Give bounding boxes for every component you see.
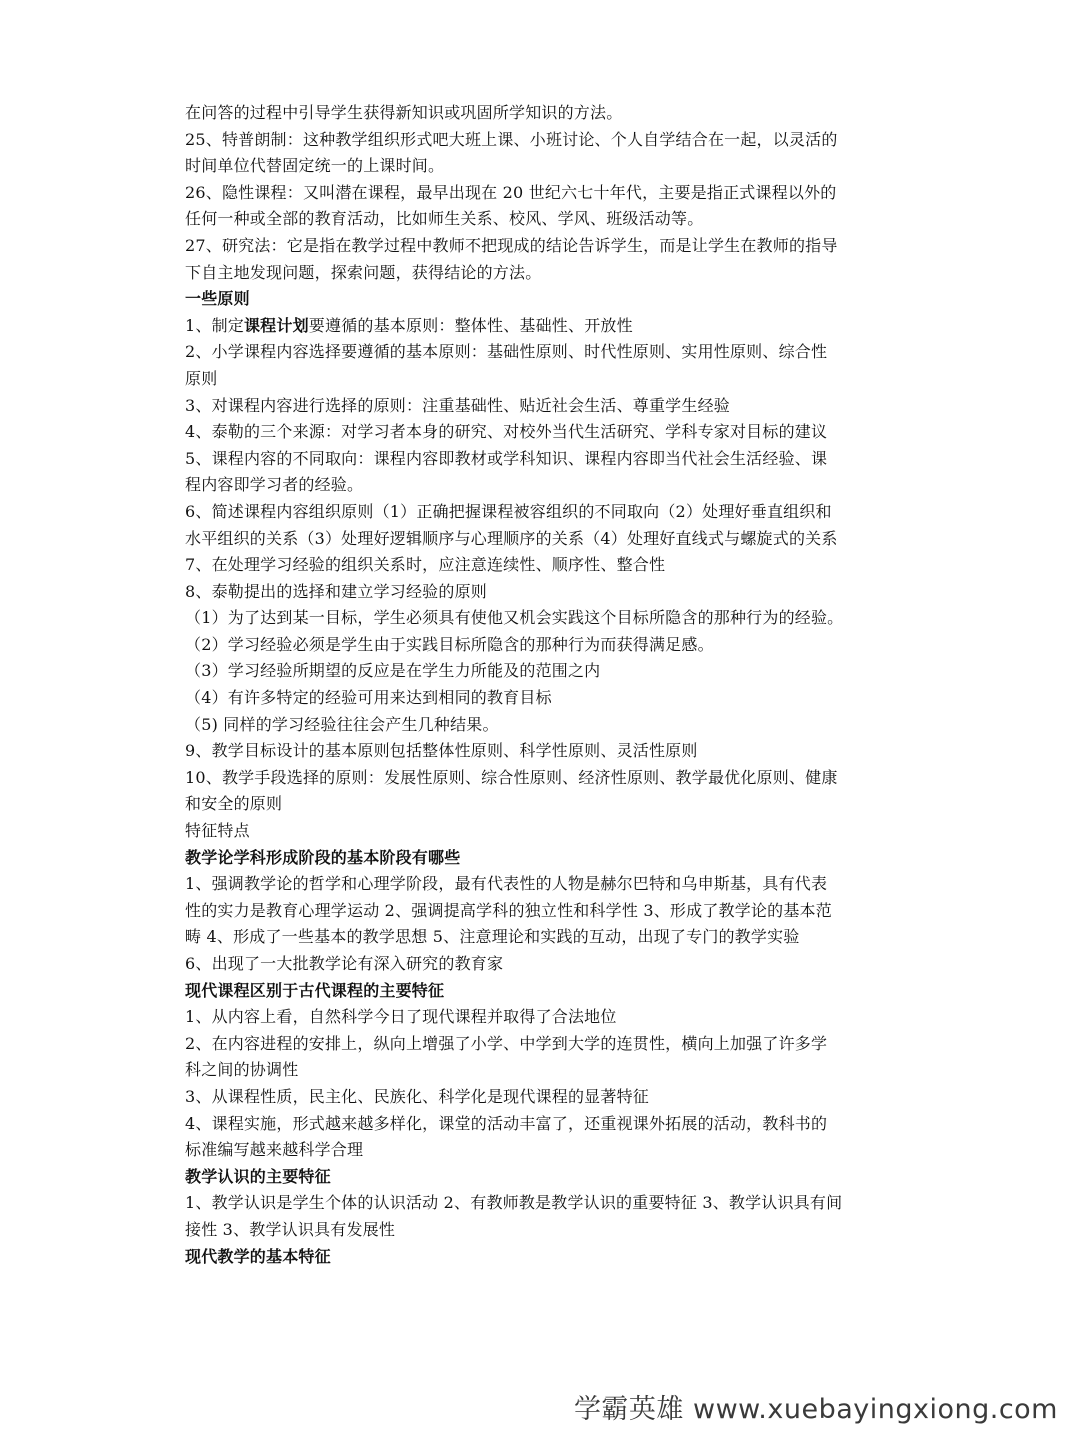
section-heading: 教学论学科形成阶段的基本阶段有哪些 bbox=[185, 847, 461, 867]
text-line: 3、从课程性质，民主化、民族化、科学化是现代课程的显著特征 bbox=[185, 1086, 649, 1106]
text-line: （4）有许多特定的经验可用来达到相同的教育目标 bbox=[185, 688, 552, 708]
text-line: 1、强调教学论的哲学和心理学阶段，最有代表性的人物是赫尔巴特和乌申斯基，具有代表 bbox=[185, 874, 828, 894]
text-line: 畴 4、形成了一些基本的教学思想 5、注意理论和实践的互动，出现了专门的教学实验 bbox=[185, 927, 800, 947]
text-line: 和安全的原则 bbox=[185, 794, 283, 814]
text-line: 程内容即学习者的经验。 bbox=[185, 475, 364, 495]
text-line: 性的实力是教育心理学运动 2、强调提高学科的独立性和科学性 3、形成了教学论的基本范 bbox=[185, 900, 832, 920]
document-body bbox=[185, 100, 897, 1270]
text-span: 要遵循的基本原则：整体性、基础性、开放性 bbox=[308, 315, 633, 335]
text-line: 27、研究法：它是指在教学过程中教师不把现成的结论告诉学生，而是让学生在教师的指导 bbox=[185, 235, 838, 255]
text-line: 1、从内容上看，自然科学今日了现代课程并取得了合法地位 bbox=[185, 1007, 617, 1027]
text-line: 任何一种或全部的教育活动，比如师生关系、校风、学风、班级活动等。 bbox=[185, 209, 704, 229]
text-line: 2、小学课程内容选择要遵循的基本原则：基础性原则、时代性原则、实用性原则、综合性 bbox=[185, 342, 828, 362]
text-line: 6、出现了一大批教学论有深入研究的教育家 bbox=[185, 954, 504, 973]
text-line: 特征特点 bbox=[185, 821, 250, 841]
text-line: 1、教学认识是学生个体的认识活动 2、有教师教是教学认识的重要特征 3、教学认识具有间 bbox=[185, 1193, 843, 1213]
section-heading: 一些原则 bbox=[185, 289, 250, 309]
text-line: （2）学习经验必须是学生由于实践目标所隐含的那种行为而获得满足感。 bbox=[185, 634, 714, 654]
text-line: （3）学习经验所期望的反应是在学生力所能及的范围之内 bbox=[185, 661, 601, 681]
text-line: 26、隐性课程：又叫潜在课程，最早出现在 20 世纪六七十年代，主要是指正式课程以外的 bbox=[185, 182, 837, 202]
section-heading: 现代教学的基本特征 bbox=[185, 1246, 331, 1266]
text-line: 8、泰勒提出的选择和建立学习经验的原则 bbox=[185, 581, 487, 601]
text-line: 科之间的协调性 bbox=[185, 1060, 299, 1080]
text-line: 6、简述课程内容组织原则（1）正确把握课程被容组织的不同取向（2）处理好垂直组织和 bbox=[185, 501, 832, 521]
text-line: 标准编写越来越科学合理 bbox=[185, 1140, 364, 1160]
text-line: 5、课程内容的不同取向：课程内容即教材或学科知识、课程内容即当代社会生活经验、课 bbox=[185, 448, 828, 468]
section-heading: 教学认识的主要特征 bbox=[185, 1166, 331, 1186]
text-line: 时间单位代替固定统一的上课时间。 bbox=[185, 156, 445, 176]
text-line: （1）为了达到某一目标，学生必须具有使他又机会实践这个目标所隐含的那种行为的经验。 bbox=[185, 608, 844, 628]
text-line: 接性 3、教学认识具有发展性 bbox=[185, 1219, 396, 1239]
text-line: 25、特普朗制：这种教学组织形式吧大班上课、小班讨论、个人自学结合在一起，以灵活的 bbox=[185, 129, 838, 149]
text-span: 1、制定 bbox=[185, 315, 244, 335]
text-line: 2、在内容进程的安排上，纵向上增强了小学、中学到大学的连贯性，横向上加强了许多学 bbox=[185, 1033, 828, 1053]
text-line: 在问答的过程中引导学生获得新知识或巩固所学知识的方法。 bbox=[185, 103, 623, 122]
text-line: （5) 同样的学习经验往往会产生几种结果。 bbox=[185, 714, 499, 734]
text-line: 4、泰勒的三个来源：对学习者本身的研究、对校外当代生活研究、学科专家对目标的建议 bbox=[185, 422, 828, 442]
text-line bbox=[185, 313, 897, 340]
text-line: 9、教学目标设计的基本原则包括整体性原则、科学性原则、灵活性原则 bbox=[185, 741, 698, 761]
text-line: 3、对课程内容进行选择的原则：注重基础性、贴近社会生活、尊重学生经验 bbox=[185, 395, 730, 415]
text-line: 10、教学手段选择的原则：发展性原则、综合性原则、经济性原则、教学最优化原则、健康 bbox=[185, 767, 838, 787]
text-line: 下自主地发现问题，探索问题，获得结论的方法。 bbox=[185, 262, 542, 282]
section-heading: 现代课程区别于古代课程的主要特征 bbox=[185, 980, 445, 1000]
text-line: 原则 bbox=[185, 368, 218, 388]
text-line: 7、在处理学习经验的组织关系时，应注意连续性、顺序性、整合性 bbox=[185, 555, 666, 575]
bold-term: 课程计划 bbox=[243, 315, 309, 335]
text-line: 水平组织的关系（3）处理好逻辑顺序与心理顺序的关系（4）处理好直线式与螺旋式的关系 bbox=[185, 528, 838, 548]
site-watermark: 学霸英雄 www.xuebayingxiong.com bbox=[573, 1394, 1058, 1425]
text-line: 4、课程实施，形式越来越多样化，课堂的活动丰富了，还重视课外拓展的活动，教科书的 bbox=[185, 1113, 828, 1133]
